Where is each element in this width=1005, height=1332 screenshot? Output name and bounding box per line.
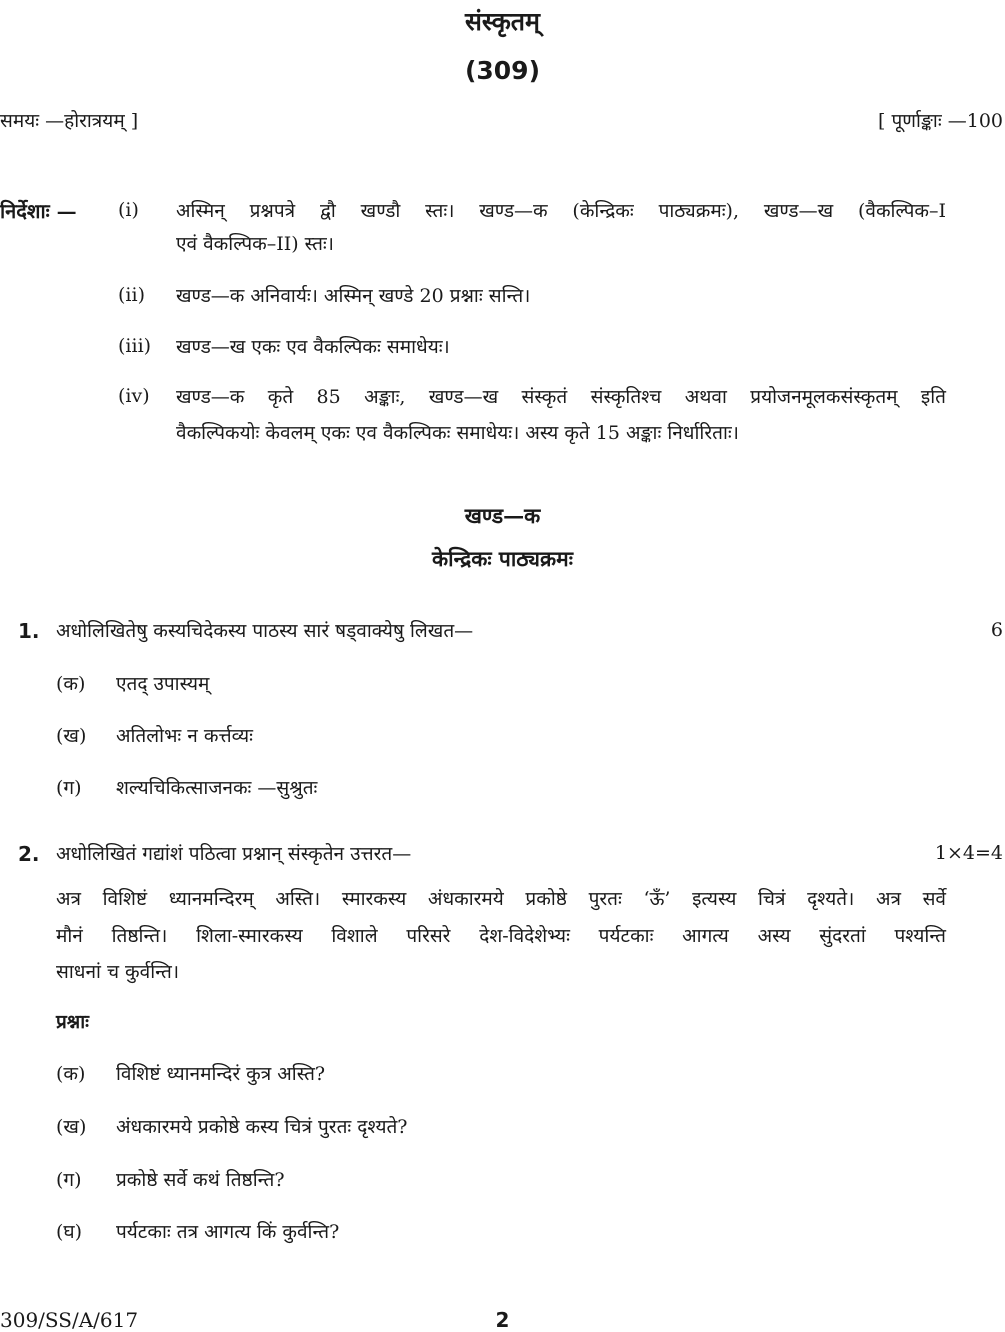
footer-code: 309/SS/A/617 [0, 1308, 139, 1332]
sub-question-text: अंधकारमये प्रकोष्ठे कस्य चित्रं पुरतः दृश्यते? [116, 1116, 408, 1138]
instruction-number: (ii) [118, 284, 145, 306]
option-text: अतिलोभः न कर्त्तव्यः [116, 725, 253, 747]
questions-heading: प्रश्नाः [56, 1011, 90, 1033]
question-label: (ख) [56, 1116, 87, 1138]
max-marks: [ पूर्णाङ्काः —100 [878, 110, 1003, 132]
sub-question-text: प्रकोष्ठे सर्वे कथं तिष्ठन्ति? [116, 1169, 285, 1191]
paper-title: संस्कृतम् [464, 7, 541, 36]
sub-question-text: पर्यटकाः तत्र आगत्य किं कुर्वन्ति? [116, 1221, 340, 1243]
time-allowed: समयः —होरात्रयम् ] [0, 110, 139, 132]
instruction-line: खण्ड—ख एकः एव वैकल्पिकः समाधेयः। [176, 336, 450, 358]
instruction-line: अस्मिन् प्रश्नपत्रे द्वौ खण्डौ स्तः। खण्ड—क (केन्द्रिकः पाठ्यक्रमः), खण्ड—ख (वैकल्पिक–I [176, 200, 946, 222]
option-text: शल्यचिकित्साजनकः —सुश्रुतः [116, 777, 318, 799]
passage-line: मौनं तिष्ठन्ति। शिला-स्मारकस्य विशाले परिसरे देश-विदेशेभ्यः पर्यटकाः आगत्य अस्य सुंदरतां पश्यन्ति [56, 925, 946, 947]
instruction-number: (i) [118, 199, 139, 221]
sub-question-text: विशिष्टं ध्यानमन्दिरं कुत्र अस्ति? [116, 1063, 326, 1085]
option-label: (क) [56, 673, 86, 695]
page-number: 2 [495, 1308, 510, 1332]
section-name: खण्ड—क [464, 503, 541, 528]
option-label: (ख) [56, 725, 87, 747]
paper-code: (309) [464, 56, 541, 85]
option-label: (ग) [56, 777, 82, 799]
question-number: 2. [18, 842, 40, 866]
passage-line: अत्र विशिष्टं ध्यानमन्दिरम् अस्ति। स्मारकस्य अंधकारमये प्रकोष्ठे पुरतः ‘ऊँ’ इत्यस्य चित्रं दृश्यते। अत्र सर्वे [56, 888, 946, 910]
question-marks: 6 [990, 619, 1003, 641]
passage-line: साधनां च कुर्वन्ति। [56, 961, 180, 983]
question-label: (क) [56, 1063, 86, 1085]
question-label: (घ) [56, 1221, 83, 1243]
instruction-line: एवं वैकल्पिक–II) स्तः। [176, 233, 334, 255]
instruction-line: खण्ड—क कृते 85 अङ्काः, खण्ड—ख संस्कृतं संस्कृतिश्च अथवा प्रयोजनमूलकसंस्कृतम् इति [176, 386, 946, 408]
instruction-line: खण्ड—क अनिवार्यः। अस्मिन् खण्डे 20 प्रश्नाः सन्ति। [176, 285, 531, 307]
question-number: 1. [18, 619, 40, 643]
question-label: (ग) [56, 1169, 82, 1191]
option-text: एतद् उपास्यम् [116, 673, 210, 695]
question-text: अधोलिखितं गद्यांशं पठित्वा प्रश्नान् संस्कृतेन उत्तरत— [56, 843, 412, 865]
instructions-heading: निर्देशाः — [0, 199, 77, 223]
section-subtitle: केन्द्रिकः पाठ्यक्रमः [432, 546, 573, 571]
question-marks: 1×4=4 [934, 842, 1003, 864]
instruction-number: (iii) [118, 335, 152, 357]
question-text: अधोलिखितेषु कस्यचिदेकस्य पाठस्य सारं षड्वाक्येषु लिखत— [56, 620, 474, 642]
instruction-number: (iv) [118, 385, 150, 407]
instruction-line: वैकल्पिकयोः केवलम् एकः एव वैकल्पिकः समाधेयः। अस्य कृते 15 अङ्काः निर्धारिताः। [176, 422, 739, 444]
